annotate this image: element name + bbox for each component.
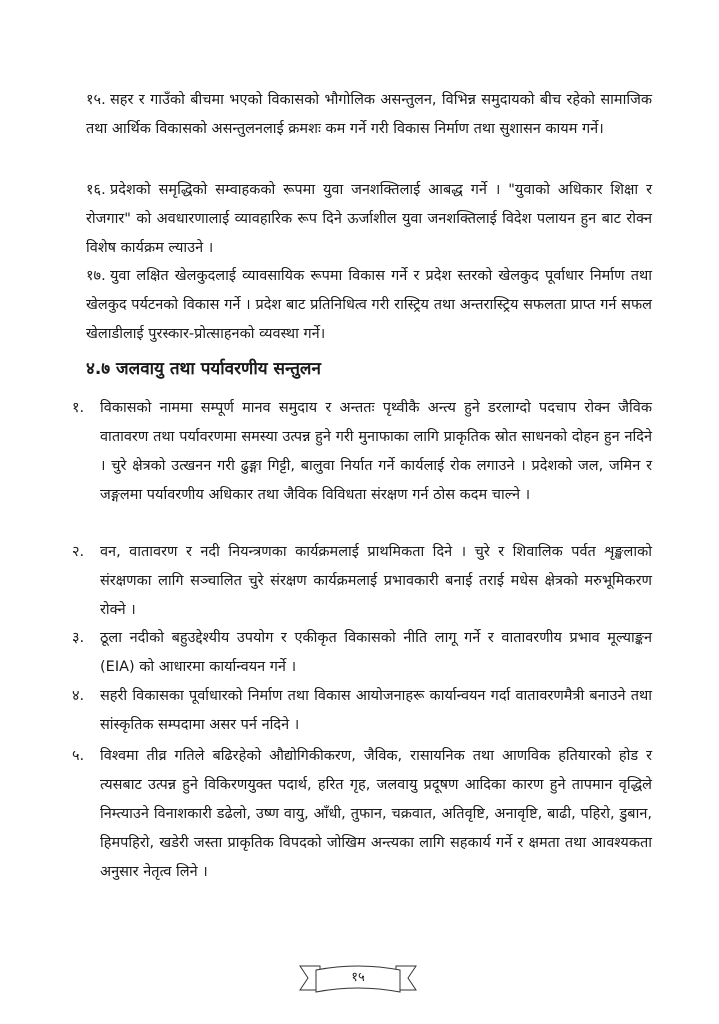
item-text: वन, वातावरण र नदी नियन्त्रणका कार्यक्रमलाई प्राथमिकता दिने । चुरे र शिवालिक पर्वत शृङ्खलाको संरक्षणका लागि सञ्चालित चुरे संरक्षण कार्यक्रमलाई प्रभावकारी बनाई तराई मधेस क्षेत्रको मरुभूमिकरण रोक्ने । <box>100 544 652 618</box>
item-number: १. <box>72 400 85 416</box>
page-number: १५ <box>351 970 365 985</box>
list-item <box>72 742 652 887</box>
item-number: २. <box>72 544 85 560</box>
list-item <box>72 682 652 740</box>
item-text: युवा लक्षित खेलकुदलाई व्यावसायिक रूपमा विकास गर्ने र प्रदेश स्तरको खेलकुद पूर्वाधार निर्माण तथा खेलकुद पर्यटनको विकास गर्ने । प्रदेश बाट प्रतिनिधित्व गरी रास्ट्रिय तथा अन्तरास्ट्रिय सफलता प्राप्त गर्न सफल खेलाडीलाई पुरस्कार-प्रोत्साहनको व्यवस्था गर्ने। <box>86 268 652 342</box>
list-item <box>72 624 652 682</box>
page-footer <box>298 962 418 996</box>
item-text: विश्वमा तीव्र गतिले बढिरहेको औद्योगिकीकरण, जैविक, रासायनिक तथा आणविक हतियारको होड र त्यसबाट उत्पन्न हुने विकिरणयुक्त पदार्थ, हरित गृह, जलवायु प्रदूषण आदिका कारण हुने तापमान वृद्धिले निम्त्याउने विनाशकारी डढेलो, उष्ण वायु, आँधी, तुफान, चक्रवात, अतिवृष्टि, अनावृष्टि, बाढी, पहिरो, डुबान, हिमपहिरो, खडेरी जस्ता प्राकृतिक विपदको जोखिम अन्त्यका लागि सहकार्य गर्ने र क्षमता तथा आवश्यकता अनुसार नेतृत्व लिने । <box>100 748 652 880</box>
list-item <box>86 86 652 144</box>
item-text: ठूला नदीको बहुउद्देश्यीय उपयोग र एकीकृत विकासको नीति लागू गर्ने र वातावरणीय प्रभाव मूल्याङ्कन (EIA) को आधारमा कार्यान्वयन गर्ने । <box>100 630 652 675</box>
item-text: विकासको नाममा सम्पूर्ण मानव समुदाय र अन्ततः पृथ्वीकै अन्त्य हुने डरलाग्दो पदचाप रोक्न जैविक वातावरण तथा पर्यावरणमा समस्या उत्पन्न हुने गरी मुनाफाका लागि प्राकृतिक स्रोत साधनको दोहन हुन नदिने । चुरे क्षेत्रको उत्खनन गरी ढुङ्गा गिट्टी, बालुवा निर्यात गर्ने कार्यलाई रोक लगाउने । प्रदेशको जल, जमिन र जङ्गलमा पर्यावरणीय अधिकार तथा जैविक विविधता संरक्षण गर्न ठोस कदम चाल्ने । <box>100 400 652 503</box>
list-item <box>72 538 652 625</box>
list-item <box>86 176 652 263</box>
item-number: १६. <box>86 182 106 198</box>
item-number: १७. <box>86 268 106 284</box>
item-text: सहरी विकासका पूर्वाधारको निर्माण तथा विकास आयोजनाहरू कार्यान्वयन गर्दा वातावरणमैत्री बनाउने तथा सांस्कृतिक सम्पदामा असर पर्न नदिने । <box>100 688 652 733</box>
item-number: ४. <box>72 688 85 704</box>
list-item <box>72 394 652 510</box>
item-number: ५. <box>72 748 85 764</box>
item-text: सहर र गाउँको बीचमा भएको विकासको भौगोलिक असन्तुलन, विभिन्न समुदायको बीच रहेको सामाजिक तथा आर्थिक विकासको असन्तुलनलाई क्रमशः कम गर्ने गरी विकास निर्माण तथा सुशासन कायम गर्ने। <box>86 92 652 137</box>
item-number: १५. <box>86 92 106 108</box>
item-text: प्रदेशको समृद्धिको सम्वाहकको रूपमा युवा जनशक्तिलाई आबद्ध गर्ने । "युवाको अधिकार शिक्षा र रोजगार" को अवधारणालाई व्यावहारिक रूप दिने ऊर्जाशील युवा जनशक्तिलाई विदेश पलायन हुन बाट रोक्न विशेष कार्यक्रम ल्याउने । <box>86 182 652 256</box>
item-number: ३. <box>72 630 85 646</box>
list-item <box>86 262 652 349</box>
section-heading: ४.७ जलवायु तथा पर्यावरणीय सन्तुलन <box>86 359 321 379</box>
